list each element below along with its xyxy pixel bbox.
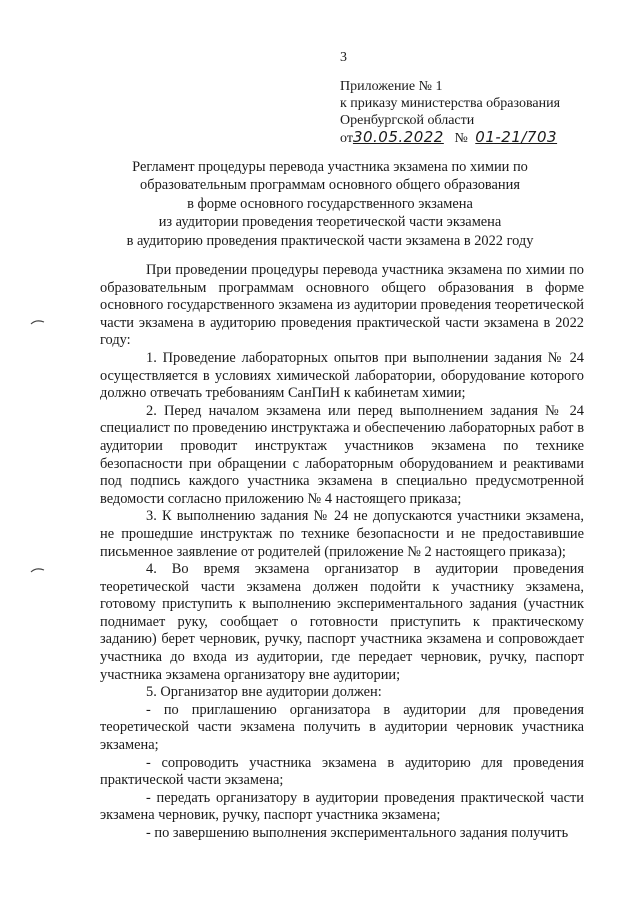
paragraph-sub-1: - по приглашению организатора в аудитории для проведения теоретической части экзамена получить в аудитории черновик участника экзамена; [100, 701, 584, 754]
paragraph-sub-2: - сопроводить участника экзамена в аудиторию для проведения практической части экзамена; [100, 754, 584, 789]
paragraph-item-3: 3. К выполнению задания № 24 не допускаются участники экзамена, не прошедшие инструктаж по технике безопасности и не предоставившие письменное заявление от родителей (приложение № 2 настоящего приказа); [100, 508, 584, 560]
appendix-line-1: Приложение № 1 [340, 79, 443, 94]
title-line-3: в форме основного государственного экзамена [187, 195, 473, 212]
handwritten-number: 01-21/703 [475, 128, 558, 146]
paragraph-sub-4: - по завершению выполнения экспериментального задания получить [146, 825, 569, 841]
paragraph-item-1: 1. Проведение лабораторных опытов при выполнении задания № 24 осуществляется в условиях химической лаборатории, оборудование которого должно отвечать требованиям СанПиН к кабинетам химии; [100, 349, 584, 402]
appendix-date-line [340, 129, 560, 147]
appendix-line-2: к приказу министерства образования [340, 96, 561, 111]
handwritten-date: 30.05.2022 [352, 128, 444, 146]
paragraph-item-2: 2. Перед началом экзамена или перед выполнением задания № 24 специалист по проведению инструктажа и обеспечению лабораторных работ в аудитории проводит инструктаж участников экзамена по технике безопасности при обращении с лабораторным оборудованием и реактивами под подпись каждого участника экзамена в специально предусмотренной ведомости согласно приложению № 4 настоящего приказа; [100, 402, 584, 507]
appendix-header [340, 78, 560, 147]
from-label: от [340, 131, 353, 146]
scan-mark-icon [30, 318, 46, 326]
title-line-2: образовательным программам основного общего образования [140, 177, 520, 194]
title-line-1: Регламент процедуры перевода участника экзамена по химии по [132, 159, 528, 175]
number-label: № [454, 131, 468, 146]
appendix-line-3: Оренбургской области [340, 113, 475, 128]
document-body [100, 262, 584, 843]
title-line-5: в аудиторию проведения практической части экзамена в 2022 году [126, 232, 534, 249]
paragraph-item-5: 5. Организатор вне аудитории должен: [146, 684, 382, 701]
document-title [100, 158, 560, 250]
title-line-4: из аудитории проведения теоретической части экзамена [158, 214, 502, 231]
paragraph-item-4: 4. Во время экзамена организатор в аудитории проведения теоретической части экзамена должен подойти к участнику экзамена, готовому приступить к выполнению экспериментального задания (участник поднимает руку, сообщает о готовности приступить к практическому заданию) берет черновик, ручку, паспорт участника экзамена и сопровождает участника до входа из аудитории, где передает черновик, ручку, паспорт участника экзамена организатору вне аудитории; [100, 561, 584, 683]
paragraph-sub-3: - передать организатору в аудитории проведения практической части экзамена черновик, ручку, паспорт участника экзамена; [100, 789, 584, 824]
scan-mark-icon [30, 566, 46, 574]
paragraph-intro: При проведении процедуры перевода участника экзамена по химии по образовательным программам основного общего образования в форме основного государственного экзамена из аудитории проведения теоретической части экзамена в аудиторию проведения практической части экзамена в 2022 году: [100, 262, 584, 349]
page-number: 3 [340, 50, 347, 65]
